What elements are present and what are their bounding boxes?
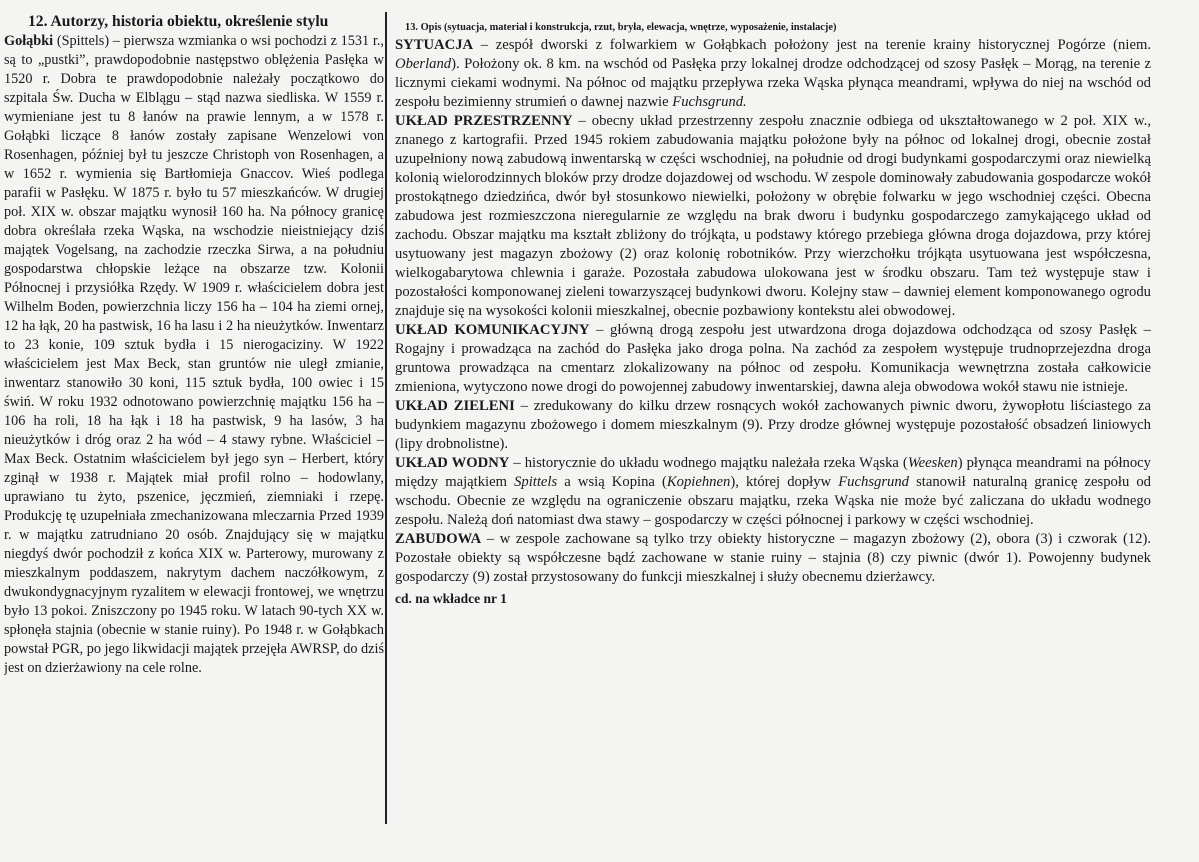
- right-column: [395, 20, 1151, 800]
- uklad-zieleni-text: – zredukowany do kilku drzew rosnących wokół zachowanych piwnic dworu, żywopłotu liściastego za budynkiem magazynu zbożowego i domem mieszkalnym (9). Przy drodze głównej występuje pozostałość obsadzeń liniowych (lipy drobnolistne).: [395, 398, 1151, 452]
- history-text: [4, 32, 384, 678]
- uklad-wodny-text-1: – historycznie do układu wodnego majątku należała rzeka Wąska (: [509, 455, 908, 471]
- uklad-komunikacyjny-text: – główną drogą zespołu jest utwardzona droga dojazdowa odchodząca od szosy Pasłęk – Rogajny i prowadząca na zachód do Pasłęka jako droga polna. Na zachód za zespołem występuje trudnoprzejezdna droga gruntowa prowadząca na cmentarz zlokalizowany na północ od zespołu. Komunikacja wewnętrzna została całkowicie zmieniona, wytyczono nowe drogi do powojennej zabudowy inwentarskiej, dawna aleja obwodowa wokół stawu nie istnieje.: [395, 322, 1151, 395]
- uklad-komunikacyjny-paragraph: [395, 321, 1151, 397]
- uklad-wodny-text-2: ) płynąca meandrami na północy między majątkiem: [395, 455, 1151, 490]
- uklad-wodny-italic-2: Spittels: [514, 474, 558, 490]
- left-column: [4, 12, 384, 812]
- column-divider: [385, 12, 387, 824]
- sytuacja-text-2: ). Położony ok. 8 km. na wschód od Pasłęka przy lokalnej drodze odchodzącej od szosy Pasłęk – Morąg, na terenie z licznymi ciekami wodnymi. Na północ od majątku przepływa rzeka Wąska płynąca meandrami, wpływa do niej na wschód od zespołu bezimienny strumień o dawnej nazwie: [395, 56, 1151, 110]
- section-13-heading: 13. Opis (sytuacja, materiał i konstrukcja, rzut, bryła, elewacja, wnętrze, wyposażenie, instalacje): [405, 22, 837, 33]
- uklad-przestrzenny-paragraph: [395, 112, 1151, 321]
- uklad-wodny-text-4: ), której dopływ: [730, 474, 839, 490]
- uklad-przestrzenny-text: – obecny układ przestrzenny zespołu znacznie odbiega od ukształtowanego w 2 poł. XIX w., znanego z kartografii. Przed 1945 rokiem zabudowania majątku położone były na północ od lokalnej drogi, obecnie został uzupełniony nową zabudową inwentarską w części wschodniej, na południe od drogi budynkami gospodarczymi oraz niewielką kolonią wielorodzinnych bloków przy drodze dojazdowej od wschodu. W zespole dominowały zabudowania gospodarcze wokół prostokątnego dziedzińca, dwór był stosunkowo niewielki, położony w obrębie folwarku w jego wschodniej części. Obecna zabudowa jest rozmieszczona nieregularnie ze względu na brak dworu i budynku gospodarczego zamykającego układ od zachodu. Obszar majątku ma kształt zbliżony do trójkąta, u podstawy którego przebiega główna droga dojazdowa, przy której usytuowany jest magazyn zbożowy (2) oraz kolonię robotników. Przy wierzchołku trójkąta usytuowana jest współczesna, wielkogabarytowa chlewnia i garaże. Pozostała zabudowa ulokowana jest w środku obszaru. Tam też występuje staw i pozostałości komponowanej zieleni towarzyszącej budynkowi dworu. Kolejny staw – dawniej element komponowanego ogrodu znajduje się na wysokości kolonii mieszkalnej, obecnie pozbawiony kontekstu alei obwodowej.: [395, 113, 1151, 319]
- uklad-wodny-paragraph: [395, 454, 1151, 530]
- uklad-przestrzenny-title: UKŁAD PRZESTRZENNY: [395, 113, 573, 129]
- uklad-wodny-text-3: a wsią Kopina (: [557, 474, 667, 490]
- uklad-wodny-title: UKŁAD WODNY: [395, 455, 510, 471]
- sytuacja-italic-2: Fuchsgrund.: [672, 94, 747, 110]
- uklad-zieleni-title: UKŁAD ZIELENI: [395, 398, 515, 414]
- sytuacja-text-1: – zespół dworski z folwarkiem w Gołąbkach położony jest na terenie krainy historycznej Pogórze (niem.: [473, 37, 1151, 53]
- uklad-zieleni-paragraph: [395, 397, 1151, 454]
- uklad-wodny-italic-4: Fuchsgrund: [838, 474, 909, 490]
- history-lead: Gołąbki: [4, 33, 54, 49]
- uklad-wodny-italic-1: Weesken: [907, 455, 958, 471]
- sytuacja-paragraph: [395, 36, 1151, 112]
- uklad-wodny-italic-3: Kopiehnen: [666, 474, 731, 490]
- zabudowa-paragraph: [395, 530, 1151, 587]
- section-12-heading: 12. Autorzy, historia obiektu, określenie stylu: [28, 13, 329, 30]
- uklad-wodny-text-5: stanowił naturalną granicę zespołu od wschodu. Obecnie ze względu na ograniczenie obszaru majątku, rzeka Wąska nie może być zaliczana do układu wodnego zespołu. Należą doń natomiast dwa stawy – gospodarczy w części północnej i parkowy w części wschodniej.: [395, 474, 1151, 528]
- uklad-komunikacyjny-title: UKŁAD KOMUNIKACYJNY: [395, 322, 590, 338]
- zabudowa-title: ZABUDOWA: [395, 531, 482, 547]
- sytuacja-italic-1: Oberland: [395, 56, 452, 72]
- zabudowa-text: – w zespole zachowane są tylko trzy obiekty historyczne – magazyn zbożowy (2), obora (3) i czworak (12). Pozostałe obiekty są współczesne bądź zachowane w stanie ruiny – stajnia (8) czy piwnic (dwór 1). Powojenny budynek gospodarczy (9) został przystosowany do funkcji mieszkalnej i służy obecnemu dzierżawcy.: [395, 531, 1151, 585]
- continuation-note: cd. na wkładce nr 1: [395, 591, 507, 606]
- history-body: (Spittels) – pierwsza wzmianka o wsi pochodzi z 1531 r., są to „pustki”, prawdopodobnie następstwo oblężenia Pasłęka w 1520 r. Dobra te prawdopodobnie należały początkowo do szpitala Św. Ducha w Elblągu – stąd nazwa siedliska. W 1559 r. wymieniane jest tu 8 łanów na prawie lennym, a w 1578 r. Gołąbki liczące 8 łanów zostały zapisane Wenzelowi von Rosenhagen, później był tu jeszcze Christoph von Rosenhagen, a w 1652 r. wymienia się Bartłomieja Gnaccov. Wieś podlega parafii w Pasłęku. W 1875 r. było tu 57 mieszkańców. W drugiej poł. XIX w. obszar majątku wynosił 160 ha. Na północy granicę dobra określała rzeka Wąska, na wschodzie nieistniejący dziś majątek Vogelsang, na zachodzie rzeczka Sirwa, a na południu gospodarstwa chłopskie leżące na obszarze tzw. Kolonii Północnej i przysiółka Rzędy. W 1909 r. właścicielem dobra jest Wilhelm Boden, powierzchnia liczy 156 ha – 104 ha ziemi ornej, 12 ha łąk, 20 ha pastwisk, 16 ha lasu i 2 ha nieużytków. Inwentarz to 23 konie, 109 sztuk bydła i 15 nierogaciziny. W 1922 właścicielem jest Max Beck, stan gruntów nie uległ zmianie, inwentarz stanowiło 30 koni, 115 sztuk bydła, 100 owiec i 15 świń. W roku 1932 odnotowano powierzchnię majątku 156 ha – 106 ha roli, 18 ha łąk i 18 ha pastwisk, 9 ha lasów, 3 ha nieużytków i dróg oraz 2 ha wód – 4 stawy rybne. Właściciel – Max Beck. Ostatnim właścicielem był jego syn – Herbert, który zginął w 1938 r. Majątek miał profil rolno – hodowlany, uprawiano tu żyto, pszenice, jęczmień, ziemniaki i rzepę. Produkcję tę uzupełniała zmechanizowana mleczarnia Przed 1939 r. w majątku zatrudniano 20 osób. Znajdujący się w majątku niegdyś dwór pochodził z końca XIX w. Parterowy, murowany z mieszkalnym poddaszem, nakrytym dachem naczółkowym, z dwukondygnacyjnym ryzalitem w elewacji frontowej, we wnętrzu było 13 pokoi. Zniszczony po 1945 roku. W latach 90-tych XX w. spłonęła stajnia (obecnie w stanie ruiny). Po 1948 r. w Gołąbkach powstał PGR, po jego likwidacji majątek przejęła AWRSP, do dziś jest on dzierżawiony na cele rolne.: [4, 33, 384, 676]
- sytuacja-title: SYTUACJA: [395, 37, 474, 53]
